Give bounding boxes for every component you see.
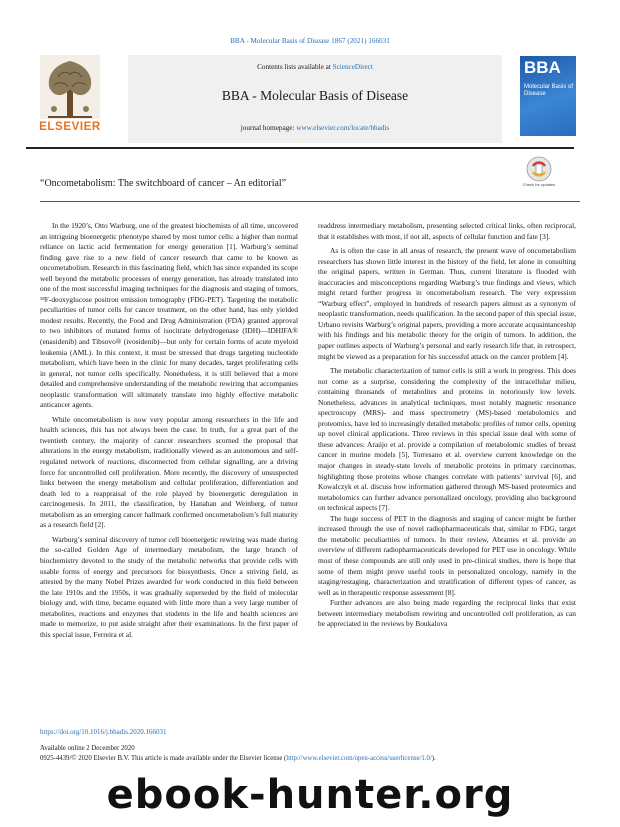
paragraph: The huge success of PET in the diagnosis and staging of cancer might be further increased through the use of novel radiopharmaceuticals that, similar to FDG, target the metabolic peculiarities of tumors. In their review, Abrantes et al. provide an overview of different radiopharmaceuticals developed for PET use in oncology. While most of these compounds are still only used in pre-clinical studies, there is hope that some of them might prove useful tools in personalized oncology, namely in the staging/restaging, characterization and stratification of different types of cancer, as well as in therapeutic response assessment [8]. — [318, 513, 576, 597]
license-prefix: 0925-4439/© 2020 Elsevier B.V. This article is made available under the Elsevier license ( — [40, 755, 287, 762]
paragraph: As is often the case in all areas of research, the present wave of oncometabolism researchers has shown little interest in the history of the field, let alone in consulting the original papers, written in German. Thus, current literature is flooded with inaccuracies and misconceptions regarding Warburg’s true findings and views, which might retard further progress in oncometabolism research. The very expression “Warburg effect”, employed in hundreds of research papers almost as a synonym of neoplastic transformation, needs qualification. In the second paper of this special issue, Urbano revisits Warburg’s original papers, providing a more accurate acquaintanceship with his findings and his metabolic theory for the origin of tumors. In addition, the paper outlines aspects of Warburg’s personal and early research life that, in retrospect, might be viewed as a preparation for his successful attack on the cancer problem [4]. — [318, 246, 576, 361]
publisher-wordmark: ELSEVIER — [39, 121, 101, 133]
license-link[interactable]: http://www.elsevier.com/open-access/userlicense/1.0/ — [286, 755, 432, 762]
watermark: ebook-hunter.org — [106, 772, 514, 818]
check-for-updates-icon[interactable] — [523, 156, 555, 182]
journal-homepage-line — [128, 124, 502, 132]
homepage-prefix: journal homepage: — [240, 124, 297, 132]
license-line — [40, 755, 436, 762]
header-divider — [26, 147, 574, 149]
paragraph: In the 1920’s, Otto Warburg, one of the greatest biochemists of all time, uncovered an intriguing bioenergetic phenotype shared by most tumor cells: a higher than normal reliance on lactic acid fermentation for energy generation [1]. Warburg’s seminal finding gave rise to a new field of cancer research that came to be known as oncometabolism. Research in this fascinating field, which has since expanded its scope well beyond the metabolic processes of energy generation, has already translated into one of the most successful imaging techniques for the diagnosis and staging of tumors, ¹⁸F-deoxyglucose positron emission tomography (FDG-PET). Targeting the metabolic peculiarities of tumor cells for cancer treatment, on the other hand, has only yielded modest results. Recently, the Food and Drug Administration (FDA) granted approval to two inhibitors of mutated forms of isocitrate dehydrogenase (IDH)—IDHIFA® (enasidenib) and Tibsovo® (ivosidenib)—but only for certain forms of acute myeloid leukemia (AML). In this context, it must be stressed that drugs targeting nucleotide metabolism, which have been in the clinic for many decades, target proliferating cells in general, not tumor cells specifically. Nonetheless, it is still believed that a more detailed and comprehensive understanding of the metabolic rewiring that accompanies neoplastic transformation will ultimately translate into highly effective metabolic anticancer agents. — [40, 221, 298, 410]
doi-link[interactable]: https://doi.org/10.1016/j.bbadis.2020.166031 — [40, 728, 167, 736]
contents-prefix: Contents lists available at — [257, 63, 333, 71]
body-column-right — [318, 221, 576, 630]
journal-title: BBA - Molecular Basis of Disease — [221, 88, 409, 103]
journal-reference[interactable]: BBA - Molecular Basis of Disease 1867 (2021) 166031 — [230, 37, 390, 45]
paragraph: While oncometabolism is now very popular among researchers in the life and health sciences, this has not always been the case. In truth, for a great part of the twentieth century, the majority of cancer researchers scorned the proposal that alterations in the energy metabolism, traditionally viewed as an autonomous and self-regulated network of reactions, disconnected from cellular signalling, are a driving force for uncontrolled cell proliferation. More recently, the discovery of unsuspected links between the energy metabolism and cellular proliferation, differentiation and death led to a reappraisal of the role played by bioenergetic deregulation in carcinogenesis. In 2011, the classification, by Hanahan and Weinberg, of tumor metabolism as an emerging cancer hallmark confirmed oncometabolism’s full maturity as a research field [2]. — [40, 414, 298, 530]
cover-subtitle: Molecular Basis of Disease — [524, 84, 574, 97]
check-for-updates-label[interactable]: Check for updates — [522, 182, 556, 187]
journal-cover-thumbnail[interactable] — [520, 56, 576, 136]
available-online-date: Available online 2 December 2020 — [40, 745, 135, 752]
title-divider — [40, 201, 580, 202]
sciencedirect-link[interactable]: ScienceDirect — [332, 63, 373, 71]
article-title: “Oncometabolism: The switchboard of cancer – An editorial” — [40, 178, 287, 189]
paragraph: The metabolic characterization of tumor cells is still a work in progress. This does not come as a surprise, considering the complexity of the intracellular milieu, containing thousands of metabolites and proteins in notoriously low levels. Nonetheless, advances in analytical techniques, most notably magnetic resonance spectroscopy (MRS)- and mass spectrometry (MS)-based metabolomics and proteomics, have led to increasingly detailed metabolic profiles of tumor cells, opening up novel clinical applications. Three reviews in this special issue deal with some of these advances: Araújo et al. provide a compilation of metabolomic studies of breast cancer in murine models [5], Torresano et al. overview current knowledge on the major changes in steady-state levels of metabolic proteins in primary carcinomas, highlighting those proteins whose changes correlate with patients’ survival [6], and Kowalczyk et al. discuss how information gathered through MS-based proteomics and metabolomics can further advance personalized oncology, providing also background on technical aspects [7]. — [318, 366, 576, 513]
paragraph: Further advances are also being made regarding the reciprocal links that exist between intermediary metabolism rewiring and uncontrolled cell proliferation, as can be appreciated in the reviews by Boukalova — [318, 598, 576, 629]
license-suffix: ). — [431, 755, 436, 762]
paragraph: readdress intermediary metabolism, presenting selected critical links, often reciprocal, that it establishes with most, if not all, aspects of cellular function and fate [3]. — [318, 221, 576, 241]
contents-line — [128, 63, 502, 71]
cover-title: BBA — [524, 58, 561, 77]
body-column-left — [40, 221, 298, 640]
paragraph: Warburg’s seminal discovery of tumor cell bioenergetic rewiring was made during the so-called Golden Age of intermediary metabolism, the large branch of biochemistry devoted to the study of the metabolic networks that provide cells with usable forms of energy and precursors for biosynthesis. Once a striving field, as attested by the many Nobel Prizes awarded for work conducted in this field between the late 1910s and the 1950s, it was gradually superseded by the field of molecular biology and, with time, became equated with little more than a very large number of metabolites, reactions and enzymes that students in the life and health sciences are made to memorize, to put aside straight after their examinations. In the first paper of this special issue, Ferreira et al. — [40, 534, 298, 639]
homepage-link[interactable]: www.elsevier.com/locate/bbadis — [296, 124, 390, 132]
